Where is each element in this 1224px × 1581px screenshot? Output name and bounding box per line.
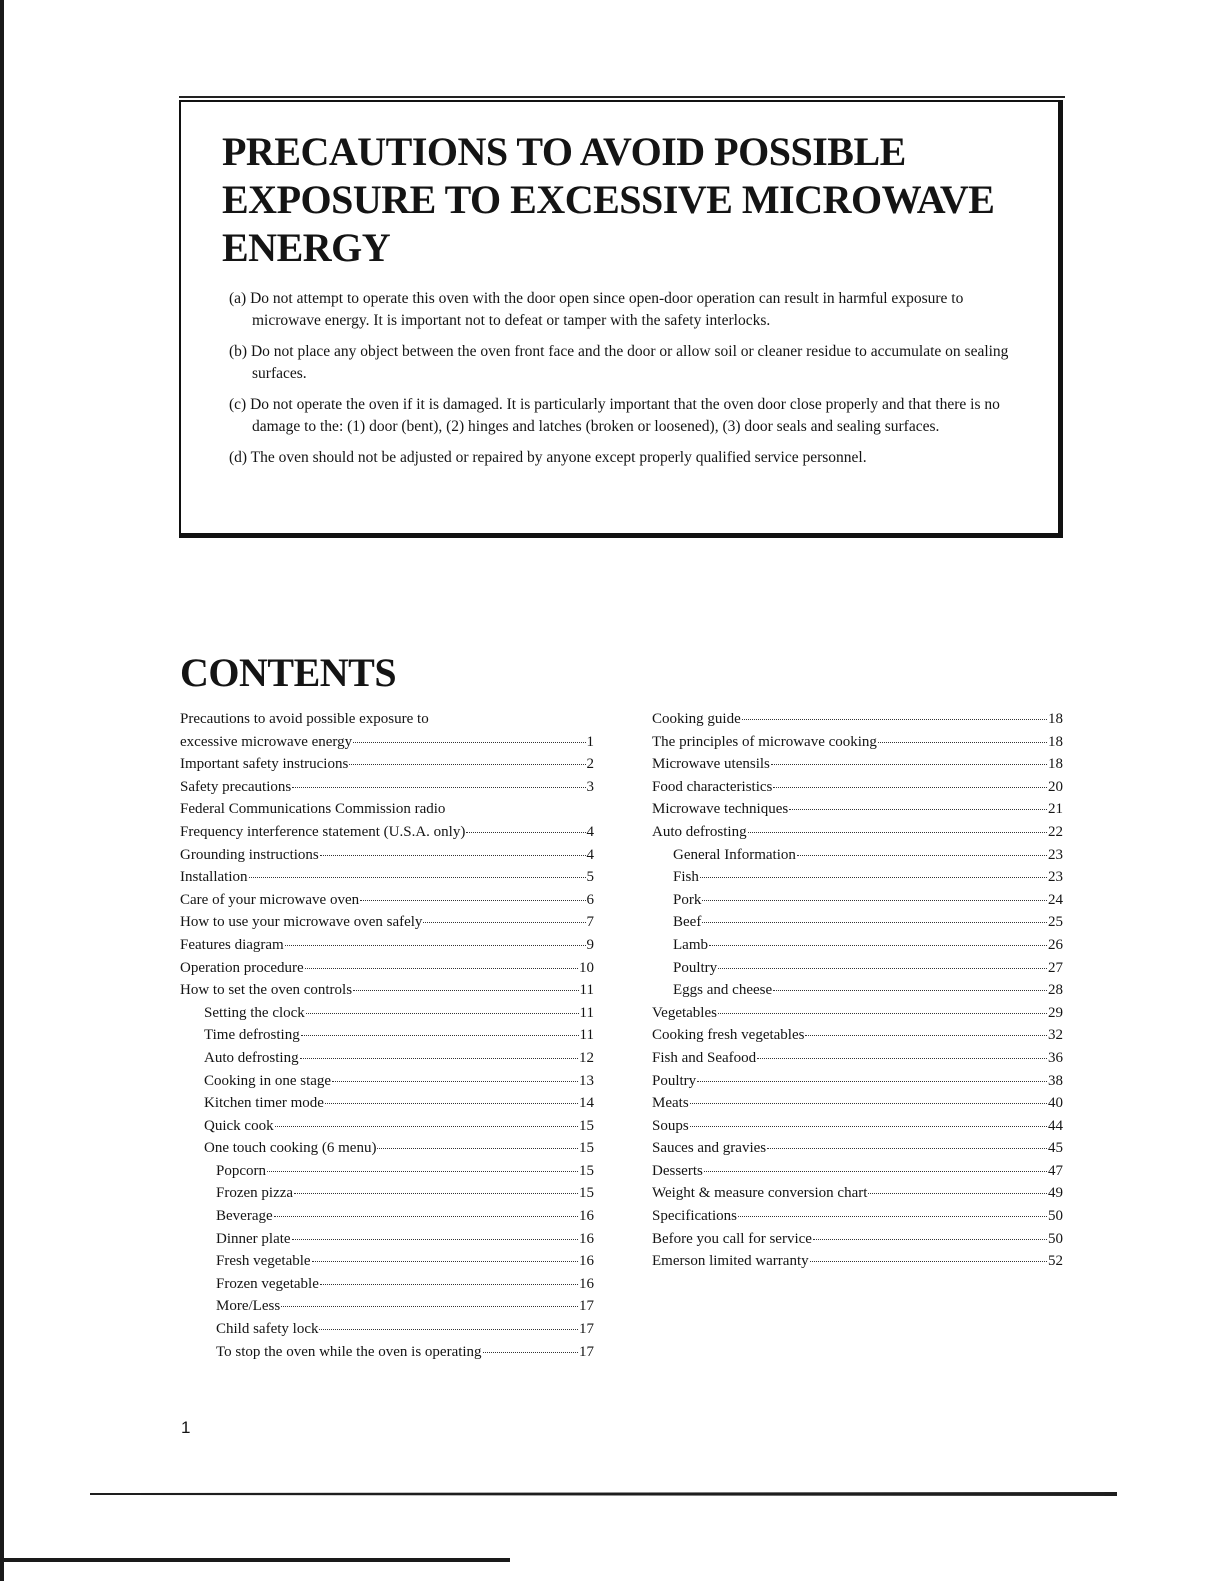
toc-dot-leader bbox=[281, 1306, 578, 1307]
toc-dot-leader bbox=[320, 1284, 578, 1285]
toc-dot-leader bbox=[306, 1013, 579, 1014]
toc-entry-label: Pork bbox=[673, 891, 702, 908]
toc-entry-label: Auto defrosting bbox=[204, 1049, 299, 1066]
toc-entry bbox=[652, 1160, 1063, 1183]
toc-right-column bbox=[652, 708, 1063, 1273]
toc-entry-label: Food characteristics bbox=[652, 778, 773, 795]
toc-dot-leader bbox=[292, 1239, 578, 1240]
toc-entry-page: 22 bbox=[1048, 823, 1063, 840]
toc-entry bbox=[652, 821, 1063, 844]
toc-entry-page: 16 bbox=[579, 1208, 594, 1225]
toc-entry-page: 16 bbox=[579, 1275, 594, 1292]
toc-entry-page: 16 bbox=[579, 1253, 594, 1270]
toc-entry-label: One touch cooking (6 menu) bbox=[204, 1140, 377, 1157]
toc-dot-leader bbox=[353, 990, 578, 991]
toc-entry-page: 52 bbox=[1048, 1253, 1063, 1270]
toc-dot-leader bbox=[797, 855, 1047, 856]
toc-entry bbox=[180, 1024, 594, 1047]
toc-dot-leader bbox=[709, 945, 1047, 946]
toc-dot-leader bbox=[742, 719, 1047, 720]
toc-dot-leader bbox=[702, 900, 1047, 901]
toc-entry-label: Fresh vegetable bbox=[216, 1253, 311, 1270]
toc-entry bbox=[180, 708, 594, 731]
toc-dot-leader bbox=[360, 900, 585, 901]
scan-edge-left bbox=[0, 0, 4, 1581]
toc-entry-label: Microwave techniques bbox=[652, 801, 789, 818]
toc-entry-page: 15 bbox=[579, 1162, 594, 1179]
toc-entry-label: Kitchen timer mode bbox=[204, 1095, 324, 1112]
toc-dot-leader bbox=[771, 764, 1047, 765]
toc-entry bbox=[180, 1250, 594, 1273]
toc-entry-label: Time defrosting bbox=[204, 1027, 300, 1044]
toc-entry bbox=[180, 844, 594, 867]
toc-dot-leader bbox=[805, 1035, 1047, 1036]
toc-entry bbox=[652, 957, 1063, 980]
toc-entry-label: Sauces and gravies bbox=[652, 1140, 767, 1157]
toc-entry-label: How to use your microwave oven safely bbox=[180, 914, 423, 931]
toc-entry-label: Setting the clock bbox=[204, 1004, 305, 1021]
toc-dot-leader bbox=[690, 1126, 1047, 1127]
toc-entry-label: Frequency interference statement (U.S.A. only) bbox=[180, 823, 466, 840]
toc-entry-label: Dinner plate bbox=[216, 1230, 291, 1247]
toc-entry-label: Poultry bbox=[673, 959, 718, 976]
toc-entry-page: 50 bbox=[1048, 1208, 1063, 1225]
toc-entry bbox=[652, 1092, 1063, 1115]
toc-dot-leader bbox=[738, 1216, 1047, 1217]
toc-entry-label: To stop the oven while the oven is operating bbox=[216, 1343, 482, 1360]
toc-entry-label: Poultry bbox=[652, 1072, 697, 1089]
toc-entry bbox=[180, 1002, 594, 1025]
toc-dot-leader bbox=[878, 742, 1047, 743]
toc-entry bbox=[652, 798, 1063, 821]
toc-entry-page: 18 bbox=[1048, 733, 1063, 750]
toc-dot-leader bbox=[320, 855, 586, 856]
toc-entry-page: 45 bbox=[1048, 1140, 1063, 1157]
toc-entry-label: Fish bbox=[673, 869, 699, 886]
toc-entry-label: Before you call for service bbox=[652, 1230, 812, 1247]
toc-entry-page: 17 bbox=[579, 1343, 594, 1360]
toc-entry bbox=[652, 1115, 1063, 1138]
toc-dot-leader bbox=[813, 1239, 1047, 1240]
toc-entry bbox=[652, 708, 1063, 731]
toc-entry-label: Installation bbox=[180, 869, 248, 886]
toc-entry-label: Grounding instructions bbox=[180, 846, 319, 863]
toc-entry-label: Lamb bbox=[673, 936, 708, 953]
toc-entry-page: 38 bbox=[1048, 1072, 1063, 1089]
toc-entry-label: Cooking in one stage bbox=[204, 1072, 332, 1089]
toc-dot-leader bbox=[483, 1352, 578, 1353]
toc-entry bbox=[652, 844, 1063, 867]
toc-entry-page: 21 bbox=[1048, 801, 1063, 818]
toc-entry bbox=[652, 1002, 1063, 1025]
toc-entry bbox=[652, 889, 1063, 912]
toc-dot-leader bbox=[704, 1171, 1047, 1172]
toc-dot-leader bbox=[757, 1058, 1047, 1059]
warning-box-top-rule bbox=[179, 96, 1065, 98]
toc-entry bbox=[652, 1228, 1063, 1251]
toc-dot-leader bbox=[294, 1193, 578, 1194]
toc-entry-page: 11 bbox=[579, 982, 594, 999]
contents-title: CONTENTS bbox=[180, 650, 397, 695]
toc-dot-leader bbox=[353, 742, 585, 743]
toc-entry-page: 44 bbox=[1048, 1117, 1063, 1134]
toc-dot-leader bbox=[275, 1126, 578, 1127]
toc-entry-label: Safety precautions bbox=[180, 778, 292, 795]
toc-entry-page: 4 bbox=[586, 823, 594, 840]
toc-dot-leader bbox=[285, 945, 586, 946]
toc-entry bbox=[180, 821, 594, 844]
toc-entry-page: 23 bbox=[1048, 846, 1063, 863]
toc-dot-leader bbox=[718, 968, 1047, 969]
toc-dot-leader bbox=[773, 787, 1047, 788]
toc-dot-leader bbox=[332, 1081, 578, 1082]
toc-entry-label: Popcorn bbox=[216, 1162, 266, 1179]
toc-entry bbox=[180, 1092, 594, 1115]
toc-entry-page: 15 bbox=[579, 1140, 594, 1157]
toc-entry-page: 11 bbox=[579, 1004, 594, 1021]
toc-entry-page: 40 bbox=[1048, 1095, 1063, 1112]
toc-entry-page: 7 bbox=[586, 914, 594, 931]
toc-entry-page: 16 bbox=[579, 1230, 594, 1247]
toc-entry bbox=[652, 776, 1063, 799]
warning-title-line: PRECAUTIONS TO AVOID POSSIBLE bbox=[222, 129, 906, 174]
toc-entry-page: 17 bbox=[579, 1298, 594, 1315]
toc-entry-page: 3 bbox=[586, 778, 594, 795]
toc-entry-label: Beef bbox=[673, 914, 702, 931]
toc-entry bbox=[652, 1047, 1063, 1070]
toc-entry bbox=[652, 1182, 1063, 1205]
toc-entry-label: Federal Communications Commission radio bbox=[180, 801, 446, 818]
toc-entry bbox=[180, 1273, 594, 1296]
toc-dot-leader bbox=[773, 990, 1047, 991]
toc-dot-leader bbox=[292, 787, 585, 788]
toc-dot-leader bbox=[868, 1193, 1047, 1194]
toc-entry-page: 13 bbox=[579, 1072, 594, 1089]
toc-entry bbox=[180, 1228, 594, 1251]
toc-dot-leader bbox=[312, 1261, 578, 1262]
toc-entry bbox=[652, 866, 1063, 889]
warning-title bbox=[222, 128, 1022, 272]
toc-entry-label: Eggs and cheese bbox=[673, 982, 773, 999]
toc-entry bbox=[180, 889, 594, 912]
toc-entry-label: Features diagram bbox=[180, 936, 284, 953]
precaution-item: (c) Do not operate the oven if it is damaged. It is particularly important that the oven door close properly and that there is no damage to the: (1) door (bent), (2) hinges and latches (broken or loosened), (3) door seals and sealing surfaces. bbox=[229, 396, 1000, 435]
toc-entry-page: 32 bbox=[1048, 1027, 1063, 1044]
toc-dot-leader bbox=[319, 1329, 578, 1330]
toc-entry-label: Frozen vegetable bbox=[216, 1275, 319, 1292]
toc-entry bbox=[652, 934, 1063, 957]
toc-entry-page: 20 bbox=[1048, 778, 1063, 795]
toc-dot-leader bbox=[702, 922, 1047, 923]
toc-entry-page: 24 bbox=[1048, 891, 1063, 908]
toc-entry-page: 27 bbox=[1048, 959, 1063, 976]
toc-dot-leader bbox=[377, 1148, 578, 1149]
toc-entry-page: 25 bbox=[1048, 914, 1063, 931]
toc-entry-page: 6 bbox=[586, 891, 594, 908]
toc-entry bbox=[652, 731, 1063, 754]
toc-entry-page: 18 bbox=[1048, 711, 1063, 727]
toc-entry bbox=[652, 1137, 1063, 1160]
toc-dot-leader bbox=[700, 877, 1047, 878]
toc-entry-page: 23 bbox=[1048, 869, 1063, 886]
precaution-item: (b) Do not place any object between the oven front face and the door or allow soil or cleaner residue to accumulate on sealing surfaces. bbox=[229, 343, 1009, 382]
toc-dot-leader bbox=[789, 809, 1047, 810]
warning-box bbox=[179, 100, 1063, 538]
toc-entry-page: 28 bbox=[1048, 982, 1063, 999]
toc-entry bbox=[180, 1115, 594, 1138]
toc-entry-label: Meats bbox=[652, 1095, 689, 1112]
toc-entry bbox=[180, 1047, 594, 1070]
toc-dot-leader bbox=[748, 832, 1047, 833]
toc-entry bbox=[180, 1160, 594, 1183]
toc-entry-label: Cooking fresh vegetables bbox=[652, 1027, 805, 1044]
toc-entry-page: 14 bbox=[579, 1095, 594, 1112]
toc-entry-page: 10 bbox=[579, 959, 594, 976]
toc-left-column bbox=[180, 708, 594, 1363]
toc-entry-label: Care of your microwave oven bbox=[180, 891, 360, 908]
toc-dot-leader bbox=[810, 1261, 1047, 1262]
toc-entry bbox=[180, 1341, 594, 1364]
toc-entry-label: More/Less bbox=[216, 1298, 281, 1315]
toc-entry-label: Cooking guide bbox=[652, 711, 741, 727]
toc-dot-leader bbox=[718, 1013, 1047, 1014]
toc-dot-leader bbox=[301, 1035, 579, 1036]
toc-entry bbox=[180, 731, 594, 754]
toc-entry bbox=[652, 1024, 1063, 1047]
toc-entry-page: 50 bbox=[1048, 1230, 1063, 1247]
toc-entry-page: 5 bbox=[586, 869, 594, 886]
toc-dot-leader bbox=[305, 968, 578, 969]
toc-dot-leader bbox=[267, 1171, 578, 1172]
toc-entry-label: Microwave utensils bbox=[652, 756, 770, 773]
toc-entry-page: 15 bbox=[579, 1185, 594, 1202]
toc-dot-leader bbox=[274, 1216, 578, 1217]
toc-entry-label: Auto defrosting bbox=[652, 823, 747, 840]
toc-entry-label: Desserts bbox=[652, 1162, 703, 1179]
toc-entry bbox=[180, 1318, 594, 1341]
toc-entry-label: Soups bbox=[652, 1117, 689, 1134]
warning-title-line: ENERGY bbox=[222, 225, 391, 270]
toc-entry-page: 17 bbox=[579, 1321, 594, 1338]
toc-entry bbox=[180, 866, 594, 889]
toc-entry-page: 15 bbox=[579, 1117, 594, 1134]
toc-entry bbox=[652, 1250, 1063, 1273]
toc-entry-page: 36 bbox=[1048, 1049, 1063, 1066]
toc-entry bbox=[180, 957, 594, 980]
toc-entry bbox=[652, 911, 1063, 934]
toc-entry-page: 9 bbox=[586, 936, 594, 953]
toc-entry-label: Frozen pizza bbox=[216, 1185, 294, 1202]
toc-entry-page: 4 bbox=[586, 846, 594, 863]
toc-entry-label: Precautions to avoid possible exposure to bbox=[180, 711, 429, 727]
toc-dot-leader bbox=[466, 832, 585, 833]
toc-entry-label: How to set the oven controls bbox=[180, 982, 353, 999]
toc-entry bbox=[180, 776, 594, 799]
toc-entry bbox=[180, 1137, 594, 1160]
toc-entry-label: The principles of microwave cooking bbox=[652, 733, 877, 750]
toc-entry bbox=[180, 1070, 594, 1093]
toc-entry-label: Emerson limited warranty bbox=[652, 1253, 809, 1270]
toc-dot-leader bbox=[249, 877, 586, 878]
toc-dot-leader bbox=[300, 1058, 578, 1059]
toc-entry-label: Important safety instrucions bbox=[180, 756, 349, 773]
toc-entry-label: Operation procedure bbox=[180, 959, 304, 976]
toc-entry-page: 1 bbox=[586, 733, 594, 750]
toc-dot-leader bbox=[423, 922, 585, 923]
precaution-item: (a) Do not attempt to operate this oven with the door open since open-door operation can result in harmful exposure to microwave energy. It is important not to defeat or tamper with the safety interlocks. bbox=[229, 290, 964, 329]
toc-dot-leader bbox=[325, 1103, 578, 1104]
toc-entry bbox=[180, 1182, 594, 1205]
toc-entry bbox=[180, 753, 594, 776]
warning-title-line: EXPOSURE TO EXCESSIVE MICROWAVE bbox=[222, 177, 995, 222]
toc-entry-label: Weight & measure conversion chart bbox=[652, 1185, 868, 1202]
toc-entry-label: Child safety lock bbox=[216, 1321, 319, 1338]
toc-entry-page: 11 bbox=[579, 1027, 594, 1044]
toc-entry bbox=[652, 979, 1063, 1002]
toc-entry-page: 2 bbox=[586, 756, 594, 773]
toc-dot-leader bbox=[349, 764, 585, 765]
toc-entry bbox=[652, 1205, 1063, 1228]
toc-dot-leader bbox=[697, 1081, 1047, 1082]
precaution-list bbox=[229, 288, 1029, 478]
toc-dot-leader bbox=[767, 1148, 1047, 1149]
toc-entry-label: Vegetables bbox=[652, 1004, 717, 1021]
toc-entry-label: Quick cook bbox=[204, 1117, 274, 1134]
toc-entry bbox=[652, 753, 1063, 776]
toc-entry-label: excessive microwave energy bbox=[180, 733, 353, 750]
toc-entry bbox=[180, 934, 594, 957]
precaution-item: (d) The oven should not be adjusted or repaired by anyone except properly qualified service personnel. bbox=[229, 449, 867, 466]
toc-entry-label: Fish and Seafood bbox=[652, 1049, 757, 1066]
toc-entry bbox=[180, 911, 594, 934]
toc-entry-label: Beverage bbox=[216, 1208, 273, 1225]
toc-entry bbox=[180, 798, 594, 821]
toc-entry bbox=[180, 979, 594, 1002]
toc-entry-page: 29 bbox=[1048, 1004, 1063, 1021]
toc-dot-leader bbox=[690, 1103, 1047, 1104]
page-number: 1 bbox=[181, 1418, 191, 1437]
toc-entry-label: General Information bbox=[673, 846, 796, 863]
toc-entry bbox=[180, 1205, 594, 1228]
toc-entry bbox=[180, 1295, 594, 1318]
toc-entry bbox=[652, 1070, 1063, 1093]
scan-edge-bottom bbox=[0, 1558, 510, 1562]
toc-entry-page: 49 bbox=[1048, 1185, 1063, 1202]
toc-entry-page: 47 bbox=[1048, 1162, 1063, 1179]
bottom-rule bbox=[90, 1490, 1117, 1497]
toc-entry-label: Specifications bbox=[652, 1208, 737, 1225]
toc-entry-page: 18 bbox=[1048, 756, 1063, 773]
toc-entry-page: 26 bbox=[1048, 936, 1063, 953]
toc-entry-page: 12 bbox=[579, 1049, 594, 1066]
